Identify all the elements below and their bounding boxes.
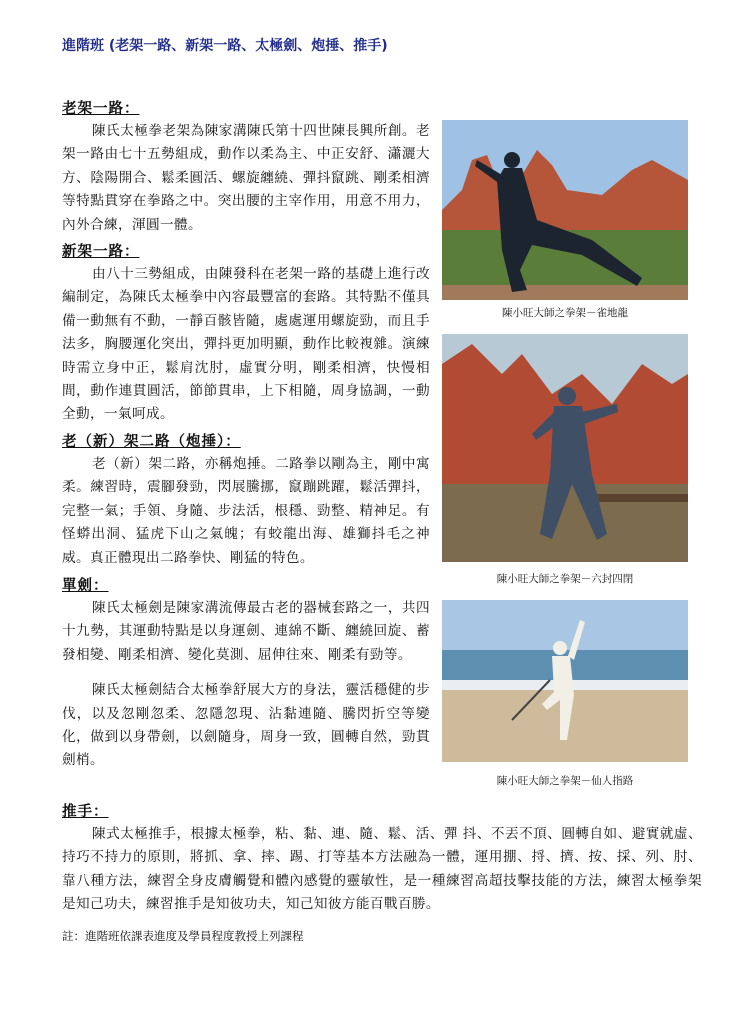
photo-caption: 陳小旺大師之拳架－六封四閉: [496, 573, 634, 585]
photo-que-di-long: [442, 120, 688, 300]
footnote: 註：進階班依課表進度及學員程度教授上列課程: [62, 929, 304, 943]
section-paochui: [62, 430, 430, 570]
section-heading: 老（新）架二路（炮捶）：: [62, 433, 241, 450]
section-tuishou: [62, 800, 702, 917]
section-heading: 推手：: [62, 803, 109, 820]
section-paragraph: 由八十三勢組成，由陳發科在老架一路的基礎上進行改編制定，為陳氏太極拳中內容最豐富的套路。其特點不僅具備一動無有不動，一靜百骸皆隨，處處運用螺旋勁，而且手法多，胸腰運化突出，彈抖更加明顯，動作比較複雜。演練時需立身中正，鬆肩沈肘，虛實分明，剛柔相濟，快慢相間，動作連貫圓活，節節貫串，上下相隨，周身協調，一動全動，一氣呵成。: [62, 266, 430, 423]
page-title: 進階班 (老架一路、新架一路、太極劍、炮捶、推手): [62, 38, 388, 54]
photo-image: [442, 120, 688, 300]
photo-caption: 陳小旺大師之拳架－仙人指路: [496, 775, 634, 787]
section-xinjia-yilu: [62, 240, 430, 427]
photo-bench: [592, 494, 688, 502]
section-paragraph: 陳氏太極劍結合太極拳舒展大方的身法，靈活穩健的步伐，以及忽剛忽柔、忽隱忽現、沾黏連隨、騰閃折空等變化，做到以身帶劍，以劍隨身，周身一致，圓轉自然，勁貫劍梢。: [62, 682, 430, 769]
section-paragraph: 老（新）架二路，亦稱炮捶。二路拳以剛為主，剛中寓柔。練習時，震腳發勁，閃展騰挪，竄蹦跳躍，鬆活彈抖，完整一氣；手領、身隨、步法活，根穩、勁整、精神足。有怪蟒出洞、猛虎下山之氣魄；有蛟龍出海、雄獅抖毛之神威。真正體現出二路拳快、剛猛的特色。: [62, 456, 430, 566]
section-paragraph: 陳式太極推手，根據太極拳，粘、黏、連、隨、鬆、活、彈 抖、不丟不頂、圓轉自如、避實就虛、持巧不持力的原則，將抓、拿、摔、踢、打等基本方法融為一體，運用掤、捋、擠、按、採、列、肘、靠八種方法，練習全身皮膚觸覺和體內感覺的靈敏性，是一種練習高超技擊技能的方法，練習太極拳架是知己功夫，練習推手是知彼功夫，知己知彼方能百戰百勝。: [62, 826, 702, 913]
section-danjian: [62, 574, 430, 773]
photo-image: [442, 600, 688, 762]
section-paragraph: 陳氏太極拳老架為陳家溝陳氏第十四世陳長興所創。老架一路由七十五勢組成，動作以柔為主、中正安舒、瀟灑大方、陰陽開合、鬆柔圓活、螺旋纏繞、彈抖竄跳、剛柔相濟等特點貫穿在拳路之中。突出腰的主宰作用，用意不用力，內外合練，渾圓一體。: [62, 123, 430, 233]
photo-liu-feng-si-bi: [442, 334, 688, 562]
section-heading: 老架一路：: [62, 100, 140, 117]
photo-xian-ren-zhi-lu: [442, 600, 688, 762]
photo-wall: [442, 285, 688, 300]
section-paragraph: 陳氏太極劍是陳家溝流傳最古老的器械套路之一，共四十九勢，其運動特點是以身運劍、連綿不斷、纏繞回旋、蓄發相變、剛柔相濟、變化莫測、屈伸往來、剛柔有勁等。: [62, 600, 430, 663]
photo-caption: 陳小旺大師之拳架－雀地龍: [502, 307, 628, 319]
photo-image: [442, 334, 688, 562]
section-heading: 單劍：: [62, 577, 109, 594]
section-laojia-yilu: [62, 97, 430, 237]
section-heading: 新架一路：: [62, 243, 140, 260]
